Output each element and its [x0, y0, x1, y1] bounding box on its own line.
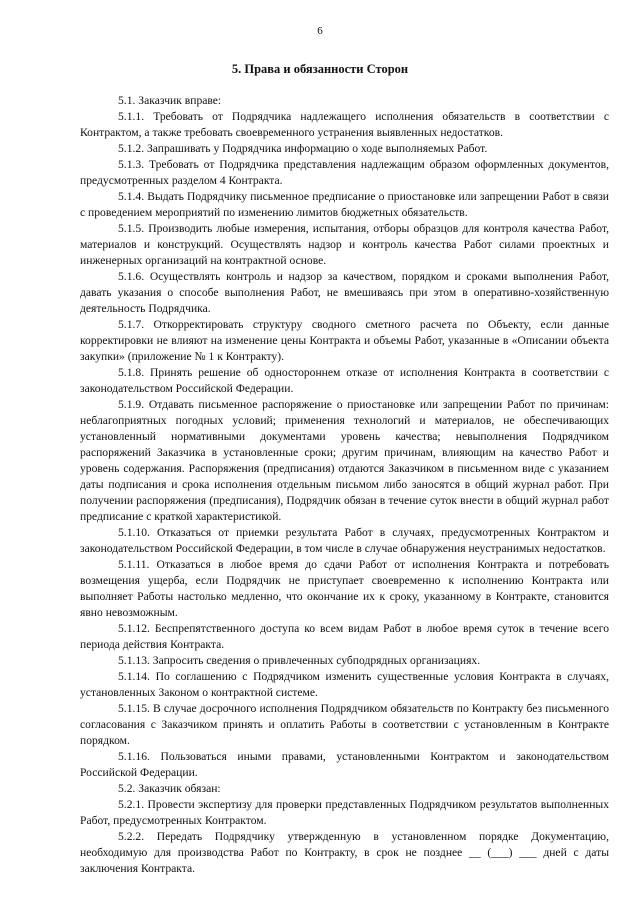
- paragraph-5-1-5: 5.1.5. Производить любые измерения, испытания, отборы образцов для контроля качества Работ, материалов и конструкций. Осуществлять надзор и контроль качества Работ силами проектных и инженерных организаций на контрактной основе.: [80, 222, 609, 267]
- paragraph-5-1-9: 5.1.9. Отдавать письменное распоряжение о приостановке или запрещении Работ по причинам: неблагоприятных погодных условий; применения технологий и материалов, не обеспечивающих установленный нормативными документами уровень качества; невыполнения Подрядчиком распоряжений Заказчика в установленные сроки; другим причинам, влияющим на качество Работ и уровень содержания. Распоряжения (предписания) отдаются Заказчиком в письменном виде с указанием даты подписания и срока исполнения отдельным письмом либо заносятся в общий журнал работ. При получении распоряжения (предписания), Подрядчик обязан в течение суток внести в общий журнал работ предписание с краткой характеристикой.: [80, 398, 609, 523]
- section-title: 5. Права и обязанности Сторон: [231, 62, 409, 76]
- paragraph-5-1-10: 5.1.10. Отказаться от приемки результата Работ в случаях, предусмотренных Контрактом и законодательством Российской Федерации, в том числе в случае обнаружения неустранимых недостатков.: [80, 526, 609, 555]
- paragraph-5-1: 5.1. Заказчик вправе:: [118, 94, 222, 107]
- paragraph-5-2: 5.2. Заказчик обязан:: [118, 782, 221, 795]
- paragraph-5-2-2: 5.2.2. Передать Подрядчику утвержденную в установленном порядке Документацию, необходимую для производства Работ по Контракту, в срок не позднее __ (___) ___ дней с даты заключения Контракта.: [80, 830, 609, 875]
- paragraph-5-1-14: 5.1.14. По соглашению с Подрядчиком изменить существенные условия Контракта в случаях, установленных Законом о контрактной системе.: [80, 670, 609, 699]
- paragraph-5-2-1: 5.2.1. Провести экспертизу для проверки представленных Подрядчиком результатов выполненных Работ, предусмотренных Контрактом.: [80, 798, 609, 827]
- paragraph-5-1-12: 5.1.12. Беспрепятственного доступа ко всем видам Работ в любое время суток в течение всего периода действия Контракта.: [80, 622, 609, 651]
- paragraph-5-1-4: 5.1.4. Выдать Подрядчику письменное предписание о приостановке или запрещении Работ в связи с проведением мероприятий по изменению лимитов бюджетных обязательств.: [80, 190, 609, 219]
- paragraph-5-1-1: 5.1.1. Требовать от Подрядчика надлежащего исполнения обязательств в соответствии с Контрактом, а также требовать своевременного устранения выявленных недостатков.: [80, 110, 609, 139]
- paragraph-5-1-13: 5.1.13. Запросить сведения о привлеченных субподрядных организациях.: [118, 654, 481, 667]
- paragraph-5-1-11: 5.1.11. Отказаться в любое время до сдачи Работ от исполнения Контракта и потребовать возмещения ущерба, если Подрядчик не приступает своевременно к исполнению Контракта или выполняет Работы настолько медленно, что окончание их к сроку, указанному в Контракте, становится явно невозможным.: [80, 558, 609, 619]
- paragraph-5-1-8: 5.1.8. Принять решение об одностороннем отказе от исполнения Контракта в соответствии с законодательством Российской Федерации.: [80, 366, 609, 395]
- paragraph-5-1-3: 5.1.3. Требовать от Подрядчика представления надлежащим образом оформленных документов, предусмотренных разделом 4 Контракта.: [80, 158, 609, 187]
- paragraph-5-1-2: 5.1.2. Запрашивать у Подрядчика информацию о ходе выполняемых Работ.: [118, 142, 488, 155]
- section-body: [80, 93, 609, 877]
- paragraph-5-1-16: 5.1.16. Пользоваться иными правами, установленными Контрактом и законодательством Российской Федерации.: [80, 750, 609, 779]
- page-number: 6: [317, 25, 323, 37]
- paragraph-5-1-7: 5.1.7. Откорректировать структуру сводного сметного расчета по Объекту, если данные корректировки не влияют на изменение цены Контракта и объемы Работ, указанные в «Описании объекта закупки» (приложение № 1 к Контракту).: [80, 318, 609, 363]
- paragraph-5-1-15: 5.1.15. В случае досрочного исполнения Подрядчиком обязательств по Контракту без письменного согласования с Заказчиком принять и оплатить Работы в соответствии с установленным в Контракте порядком.: [80, 702, 609, 747]
- paragraph-5-1-6: 5.1.6. Осуществлять контроль и надзор за качеством, порядком и сроками выполнения Работ, давать указания о способе выполнения Работ, не вмешиваясь при этом в оперативно-хозяйственную деятельность Подрядчика.: [80, 270, 609, 315]
